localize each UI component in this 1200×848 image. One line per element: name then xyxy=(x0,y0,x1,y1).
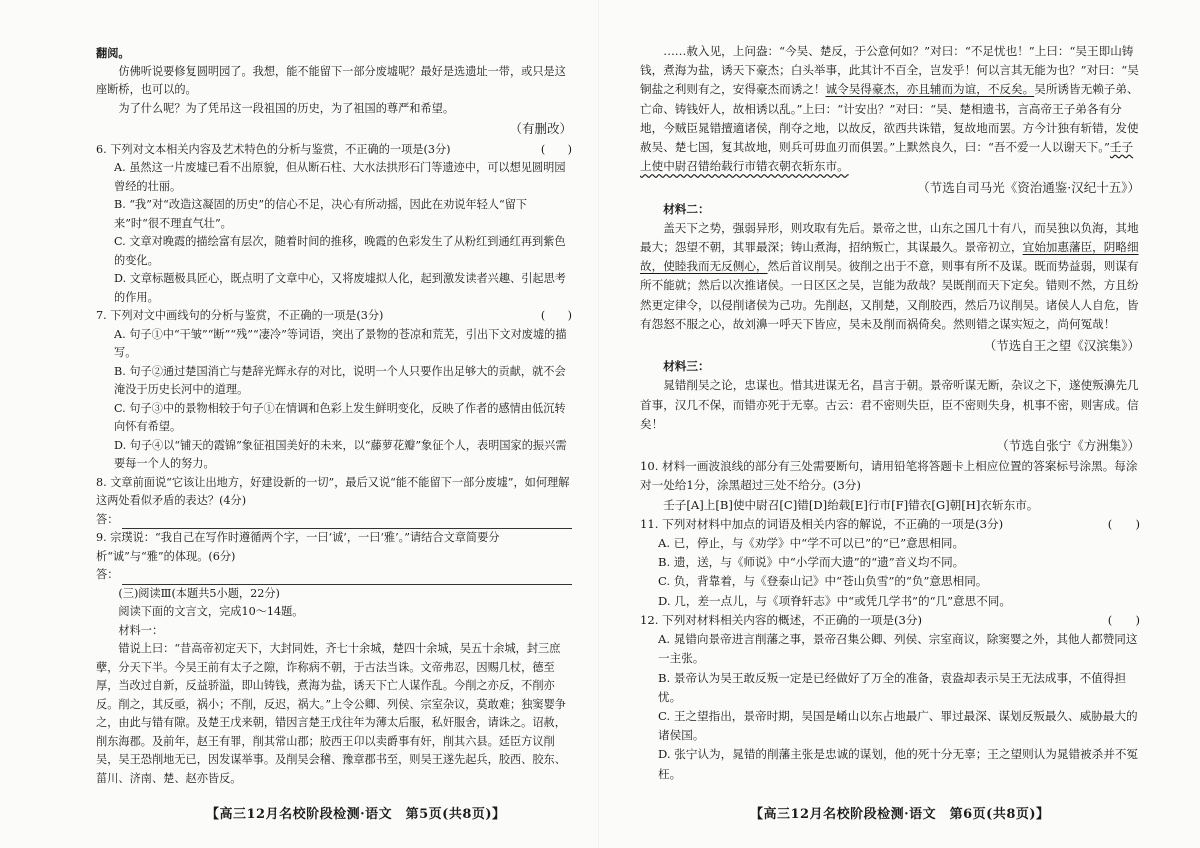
question-12-option-c: C. 王之望指出，景帝时期，吴国是崤山以东占地最广、罪过最深、谋划反叛最久、威胁最大的诸侯国。 xyxy=(658,708,1138,743)
question-12-option-d: D. 张宁认为，晁错的削藩主张是忠诚的谋划，他的死十分无辜；王之望则认为晁错被杀并不冤枉。 xyxy=(658,747,1139,781)
intro-line-2: 仿佛听说要修复圆明园了。我想，能不能留下一部分废墟呢？最好是选遗址一带，或只是这座断桥，也可以的。 xyxy=(96,64,566,96)
question-12-stem: 12. 下列对材料相关内容的概述，不正确的一项是(3分) xyxy=(640,612,923,627)
section-3-title: (三)阅读Ⅲ(本题共5小题，22分) xyxy=(118,586,280,600)
material-1-text: 错说上曰：“昔高帝初定天下，大封同姓，齐七十余城，楚四十余城，吴五十余城，封三庶孽，分天下半。今吴王前有太子之隙，诈称病不朝，于古法当诛。文帝弗忍，因赐几杖，德至厚，当改过自新，反益骄溢，即山铸钱，煮海为盐，诱天下亡人谋作乱。今削之亦反，不削亦反。削之，其反亟，祸小；不削，反迟，祸大。”上令公卿、列侯、宗室杂议，莫敢难；独窦婴争之，由此与错有隙。及楚王戊来朝，错因言楚王戊往年为薄太后服，私奸服舍，请诛之。诏赦，削东海郡。及前年，赵王有罪，削其常山郡；胶西王卬以卖爵事有奸，削其六县。廷臣方议削吴，吴王恐削地无已，因发谋举事。及削吴会稽、豫章郡书至，则吴王遂先起兵，胶西、胶东、菑川、济南、楚、赵亦皆反。 xyxy=(96,642,566,785)
material-1-continued xyxy=(640,42,1140,198)
question-7-option-d: D. 句子④以“铺天的霞锦”象征祖国美好的未来，以“藤萝花瓣”象征个人，表明国家的振兴需要每一个人的努力。 xyxy=(114,438,567,470)
question-7-option-a: A. 句子①中“干皱”“断”“残”“凄冷”等词语，突出了景物的苍凉和荒芜，引出下文对废墟的描写。 xyxy=(114,327,567,359)
material-2-source: （节选自王之望《汉滨集》） xyxy=(983,338,1140,354)
question-7-stem: 7. 下列对文中画线句的分析与鉴赏，不正确的一项是(3分) xyxy=(96,309,384,322)
material-1-title: 材料一： xyxy=(118,623,164,637)
question-12-paren: ( ) xyxy=(1107,612,1140,627)
material-3-source: （节选自张宁《方洲集》） xyxy=(996,438,1140,454)
question-9-answer-rule xyxy=(122,570,572,585)
material-3-text: 晁错削吴之论，忠谋也。惜其进谋无名，昌言于朝。景帝听谋无断，杂议之下，遂使叛濞先几首事，汉几不保，而错亦死于无辜。古云：君不密则失臣，臣不密则失身，机事不密，则害成。信矣！ xyxy=(640,378,1139,431)
question-11-stem: 11. 下列对材料中加点的词语及相关内容的解说，不正确的一项是(3分) xyxy=(640,516,1004,531)
question-6-option-d: D. 文章标题极具匠心，既点明了文章中心，又将废墟拟人化，起到激发读者兴趣、引起思考的作用。 xyxy=(114,272,566,304)
intro-line-3: 为了什么呢？为了凭吊这一段祖国的历史，为了祖国的尊严和希望。 xyxy=(118,101,455,115)
question-11-option-d: D. 几，差一点儿，与《项脊轩志》中“或凭几学书”的“几”意思不同。 xyxy=(658,593,1011,608)
material-2 xyxy=(640,200,1140,356)
material-1-text-a: ……赦入见，上问盎：“今吴、楚反，于公意何如？”对曰：“不足忧也！”上曰：“吴王即山铸钱，煮海为盐，诱天下豪杰；白头举事，此其计不百全，岂发乎！何以言其无能为也？”对曰：“吴铜盐之利则有之，安得豪杰而诱之！ xyxy=(640,44,1139,97)
section-3-instruction: 阅读下面的文言文，完成10～14题。 xyxy=(118,605,304,618)
question-11-option-b: B. 遗，送，与《师说》中“小学而大遗”的“遗”音义均不同。 xyxy=(658,555,965,570)
material-1-source: （节选自司马光《资治通鉴·汉纪十五》） xyxy=(917,180,1140,196)
material-1-text-b: 吴所诱皆无赖子弟、亡命、铸钱奸人，故相诱以乱。”上曰：“计安出？”对曰：“吴、楚相遗书，言高帝王子弟各有分地，今贼臣晁错擅適诸侯，削夺之地，以故反，欲西共诛错，复故地而罢。方今计独有斩错，发使赦吴、楚七国，复其故地，则兵可毋血刃而俱罢。”上默然良久，曰：“吾不爱一人以谢天下。” xyxy=(640,82,1139,155)
question-6-option-b: B. “我”对“改造这凝固的历史”的信心不足，决心有所动摇，因此在劝说年轻人“留下来”时“很不理直气壮”。 xyxy=(114,198,528,230)
question-8-stem: 8. 文章前面说“它该让出地方，好建设新的一切”，最后又说“能不能留下一部分废墟”，如何理解这两处看似矛盾的表达？(4分) xyxy=(96,475,570,507)
material-2-title: 材料二： xyxy=(663,201,710,216)
question-10-stem: 10. 材料一画波浪线的部分有三处需要断句，请用铅笔将答题卡上相应位置的答案标号涂黑。每涂对一处给1分，涂黑超过三处不给分。(3分) xyxy=(640,459,1138,493)
material-1-paragraph xyxy=(640,42,1140,176)
question-7-option-c: C. 句子③中的景物相较于句子①在情调和色彩上发生鲜明变化，反映了作者的感情由低沉转向怀有希望。 xyxy=(114,401,566,433)
question-6-option-c: C. 文章对晚霞的描绘富有层次，随着时间的推移，晚霞的色彩发生了从粉红到通红再到紫色的变化。 xyxy=(114,235,566,267)
question-6-paren: ( ) xyxy=(540,142,572,156)
question-6-stem: 6. 下列对文本相关内容及艺术特色的分析与鉴赏，不正确的一项是(3分) xyxy=(96,142,451,156)
question-7 xyxy=(96,307,572,474)
question-8-answer-rule xyxy=(122,514,572,529)
section-3 xyxy=(96,585,572,789)
question-11-option-c: C. 负，背靠着，与《登泰山记》中“苍山负雪”的“负”意思相同。 xyxy=(658,574,988,589)
material-2-underlined: 宜始加惠藩臣，阴略细故，使睦我而无反侧心， xyxy=(640,240,1139,274)
material-2-text-a: 盖天下之势，强弱异形，则攻取有先后。景帝之世，山东之国几十有八，而吴独以负海，其地最大；怨望不朝，其罪最深；铸山煮海，招纳叛亡，其谋最久。景帝初立， xyxy=(640,220,1139,255)
question-9-answer-label: 答： xyxy=(96,568,119,581)
question-12-option-a: A. 晁错向景帝进言削藩之事，景帝召集公卿、列侯、宗室商议，除窦婴之外，其他人都赞同这一主张。 xyxy=(658,632,1138,666)
intro-line-1: 翻阅。 xyxy=(96,46,130,60)
question-6-option-a: A. 虽然这一片废墟已看不出原貌，但从断石柱、大水法拱形石门等遗迹中，可以想见圆明园曾经的壮丽。 xyxy=(114,161,566,193)
page-footer-right: 【高三12月名校阶段检测·语文 第6页(共8页)】 xyxy=(750,807,1050,822)
question-6 xyxy=(96,141,572,308)
material-2-text-b: 然后首议削吴。彼削之出于不意，则事有所不及谋。既而势益弱，则谋有所不能就；然后以次推诸侯。一日区区之吴，岂能为敌哉？吴既削而天下定矣。错则不然，方且纷然更定律令，以侵削诸侯为己功。先削赵，又削楚，又削胶西，然后乃议削吴。诸侯人人自危，皆有怨怒不服之心，故刘濞一呼天下皆应，吴未及削而祸倚矣。然则错之谋实短之，尚何冤哉！ xyxy=(640,259,1139,331)
material-1-wavy-sentence: 壬子上使中尉召错绐载行市错衣朝衣斩东市。 xyxy=(640,140,1134,174)
question-9-answer-line[interactable] xyxy=(96,566,572,585)
question-10 xyxy=(640,457,1140,515)
intro-passage xyxy=(96,44,572,139)
question-10-sentence: 壬子[A]上[B]使中尉召[C]错[D]绐载[E]行市[F]错衣[G]朝[H]衣斩东市。 xyxy=(663,497,1039,512)
question-7-paren: ( ) xyxy=(540,309,572,322)
material-1-underlined-sentence: 诚令吴得豪杰，亦且辅而为谊，不反矣。 xyxy=(825,82,1035,97)
material-2-paragraph xyxy=(640,219,1140,334)
material-3-title: 材料三： xyxy=(663,359,710,374)
question-8-answer-line[interactable] xyxy=(96,511,572,530)
question-8-answer-label: 答： xyxy=(96,512,119,526)
source-note: （有删改） xyxy=(509,121,572,136)
question-8 xyxy=(96,474,572,530)
question-11-paren: ( ) xyxy=(1107,516,1140,531)
material-3 xyxy=(640,357,1140,455)
question-7-option-b: B. 句子②通过楚国消亡与楚辞光辉永存的对比，说明一个人只要作出足够大的贡献，就不会淹没于历史长河中的道理。 xyxy=(114,364,566,396)
question-11 xyxy=(640,515,1140,611)
question-9 xyxy=(96,529,572,585)
page-right xyxy=(600,0,1200,848)
question-12-option-b: B. 景帝认为吴王敢反叛一定是已经做好了万全的准备，袁盎却表示吴王无法成事，不值得担忧。 xyxy=(658,670,1127,704)
question-11-option-a: A. 已，停止，与《劝学》中“学不可以已”的“已”意思相同。 xyxy=(658,536,965,551)
page-footer-left: 【高三12月名校阶段检测·语文 第5页(共8页)】 xyxy=(206,807,506,822)
question-9-stem: 9. 宗璞说：“我自己在写作时遵循两个字，一曰‘诚’，一曰‘雅’。”请结合文章简要分析“诚”与“雅”的体现。(6分) xyxy=(96,531,500,563)
question-12 xyxy=(640,611,1140,784)
